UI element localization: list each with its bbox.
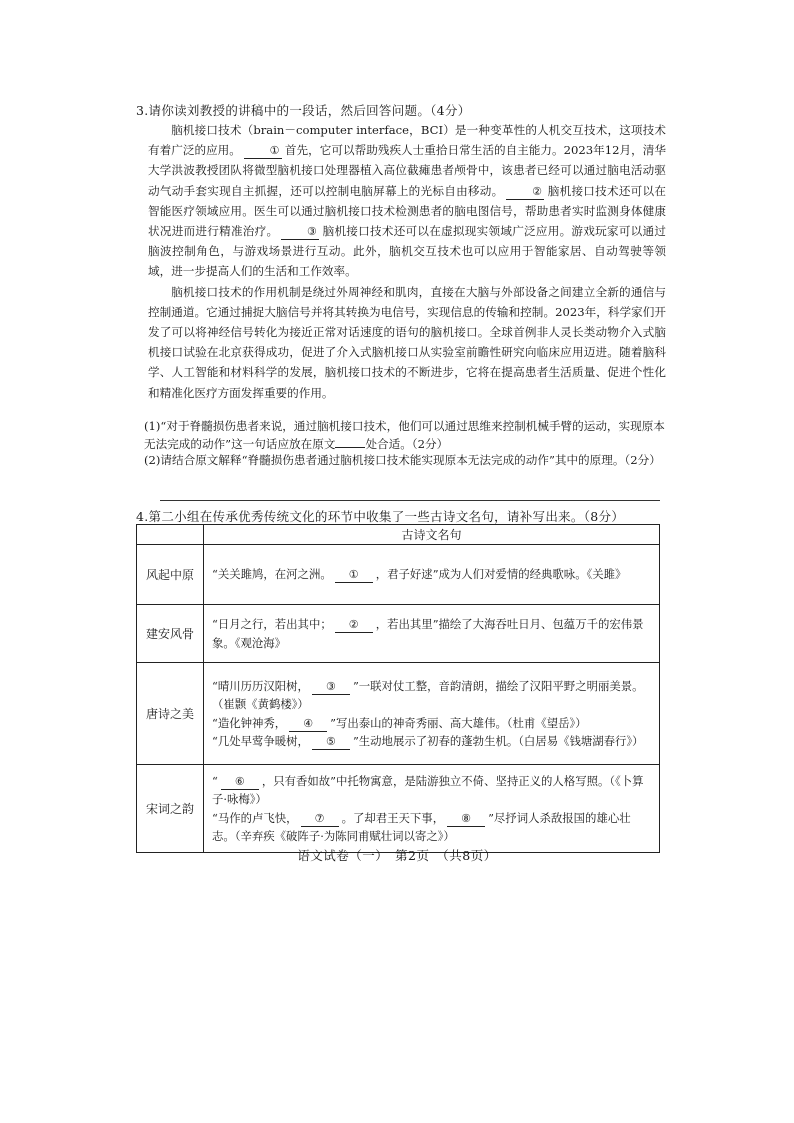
lecture-passage	[148, 120, 666, 403]
poem-line: “日月之行，若出其中； ② ，若出其里”描绘了大海吞吐日月、包蕴万千的宏伟景象。《观沧海》	[212, 617, 644, 650]
category-cell: 唐诗之美	[137, 663, 204, 765]
content-cell	[204, 605, 660, 663]
page-footer: 语文试卷（一） 第2页 （共8页）	[297, 848, 497, 863]
category-cell: 宋词之韵	[137, 765, 204, 853]
poem-line: “晴川历历汉阳树， ③ ”一联对仗工整，音韵清朗，描绘了汉阳平野之明丽美景。（崔颢《黄鹤楼》）	[212, 678, 644, 711]
content-cell	[204, 545, 660, 605]
poem-line: “几处早莺争暖树， ⑤ ”生动地展示了初春的蓬勃生机。（白居易《钱塘湖春行》）	[212, 734, 644, 748]
poem-blank-4[interactable]: ④	[289, 717, 327, 732]
table-row	[137, 765, 660, 853]
table-row	[137, 663, 660, 765]
table-row	[137, 545, 660, 605]
poem-blank-8[interactable]: ⑧	[447, 812, 485, 827]
table-row	[137, 605, 660, 663]
poem-line: “马作的卢飞快， ⑦ 。了却君王天下事， ⑧ ”尽抒词人杀敌报国的雄心壮志。（辛弃疾《破阵子·为陈同甫赋壮词以寄之》）	[212, 810, 631, 843]
poem-line: “ ⑥ ，只有香如故”中托物寓意，是陆游独立不倚、坚持正义的人格写照。（《卜算子·咏梅》）	[212, 773, 644, 806]
passage-sentence: 首先，它可以帮助残疾人士重拾日常生活的自主能力。2023年12月，清华大学洪波教授团队将微型脑机接口处理器植入高位截瘫患者颅骨中，该患者已经可以通过脑电活动驱动气动手套实现自主抓握，还可以控制电脑屏幕上的光标自由移动。	[148, 143, 666, 198]
content-cell	[204, 765, 660, 853]
poem-blank-5[interactable]: ⑤	[312, 735, 350, 750]
table-header-row	[137, 525, 660, 545]
category-cell: 建安风骨	[137, 605, 204, 663]
answer-line[interactable]	[160, 500, 660, 501]
poem-blank-3[interactable]: ③	[312, 680, 350, 695]
answer-blank[interactable]	[335, 435, 365, 448]
question-3-title: 3.请你读刘教授的讲稿中的一段话，然后回答问题。（4分）	[136, 103, 471, 118]
table-header: 古诗文名句	[204, 525, 660, 545]
poem-blank-2[interactable]: ②	[335, 618, 373, 633]
blank-3: ③	[281, 225, 319, 240]
passage-paragraph-2: 脑机接口技术的作用机制是绕过外周神经和肌肉，直接在大脑与外部设备之间建立全新的通信与控制通道。它通过捕捉大脑信号并将其转换为电信号，实现信息的传输和控制。2023年，科学家们开发了可以将神经信号转化为接近正常对话速度的语句的脑机接口。全球首例非人灵长类动物介入式脑机接口试验在北京获得成功，促进了介入式脑机接口从实验室前瞻性研究向临床应用迈进。随着脑科学、人工智能和材料科学的发展，脑机接口技术的不断进步，它将在提高患者生活质量、促进个性化和精准化医疗方面发挥重要的作用。	[148, 284, 666, 400]
sub-question-1: (1)“对于脊髓损伤患者来说，通过脑机接口技术，他们可以通过思维来控制机械手臂的运动，实现原本无法完成的动作”这一句话应放在原文 处合适。（2分）	[144, 419, 665, 451]
poem-blank-7[interactable]: ⑦	[301, 812, 339, 827]
poem-blank-6[interactable]: ⑥	[221, 775, 259, 790]
blank-1: ①	[244, 144, 282, 159]
header-empty-cell	[137, 525, 204, 545]
question-4-title: 4.第二小组在传承优秀传统文化的环节中收集了一些古诗文名句，请补写出来。（8分）	[136, 509, 625, 524]
content-cell	[204, 663, 660, 765]
blank-2: ②	[506, 185, 544, 200]
sub-question-2: (2)请结合原文解释“脊髓损伤患者通过脑机接口技术能实现原本无法完成的动作”其中的原理。（2分）	[144, 453, 661, 467]
poem-blank-1[interactable]: ①	[335, 568, 373, 583]
passage-sentence: 脑机接口技术（brain－computer interface，BCI）是一种变革性的人机交互技术，这项技术有着广泛的应用。	[148, 123, 666, 158]
passage-sentence: 脑机接口技术还可以在虚拟现实领域广泛应用。游戏玩家可以通过脑波控制角色，与游戏场景进行互动。此外，脑机交互技术也可以应用于智能家居、自动驾驶等领域，进一步提高人们的生活和工作效率。	[148, 224, 666, 279]
passage-paragraph-1	[148, 120, 666, 282]
poem-line: “关关雎鸠，在河之洲。 ① ，君子好逑”成为人们对爱情的经典歌咏。《关雎》	[212, 567, 627, 582]
poem-line: “造化钟神秀， ④ ”写出泰山的神奇秀丽、高大雄伟。（杜甫《望岳》）	[212, 715, 587, 730]
passage-sentence: 脑机接口技术还可以在智能医疗领域应用。医生可以通过脑机接口技术检测患者的脑电图信号，帮助患者实时监测身体健康状况进而进行精准治疗。	[148, 183, 666, 239]
category-cell: 风起中原	[137, 545, 204, 605]
poem-table	[136, 524, 660, 853]
